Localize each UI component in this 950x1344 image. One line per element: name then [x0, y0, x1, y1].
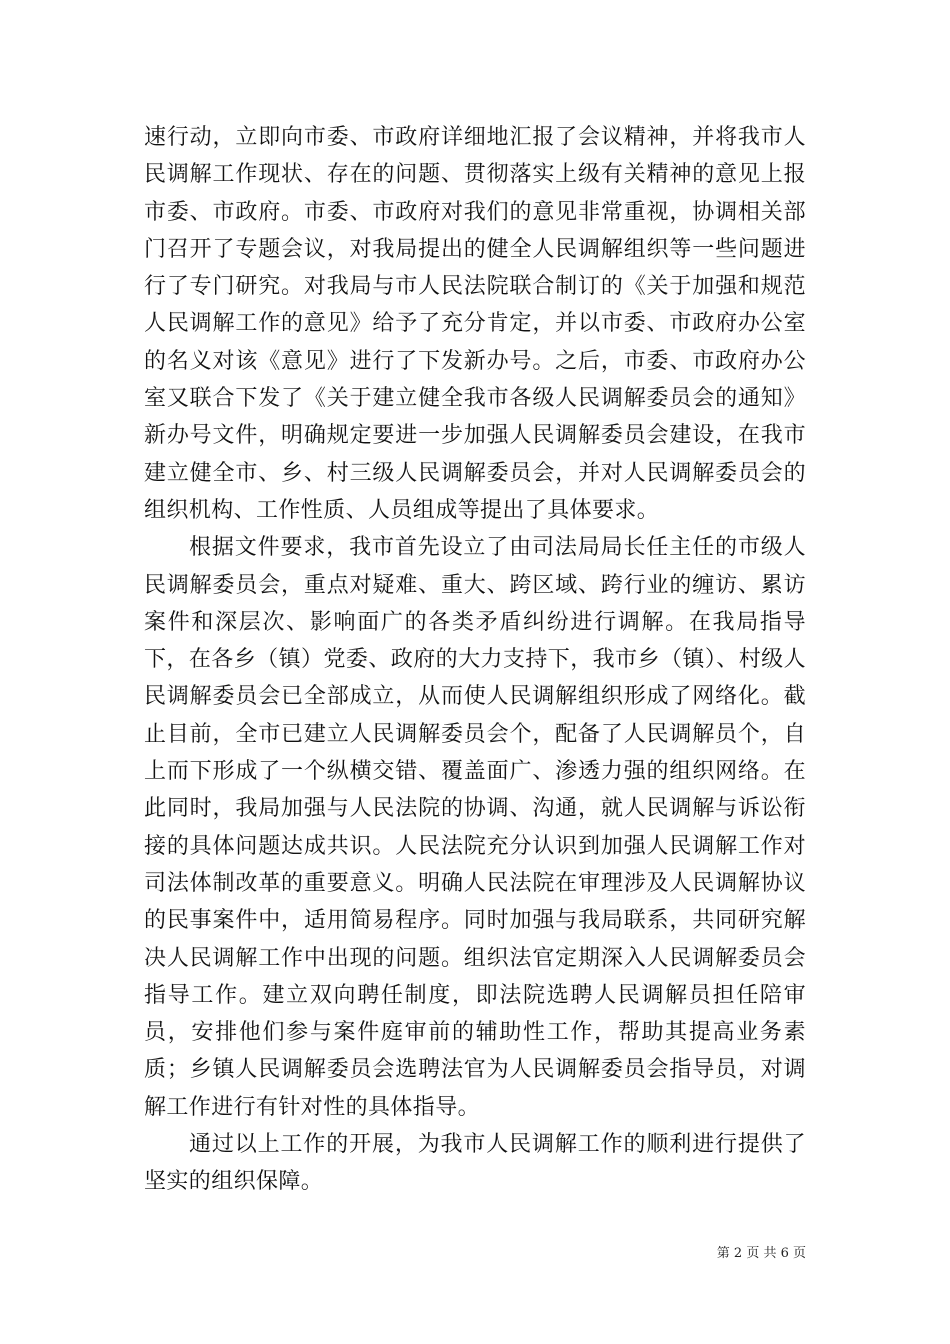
paragraph-3: 通过以上工作的开展，为我市人民调解工作的顺利进行提供了坚实的组织保障。: [144, 1132, 806, 1195]
paragraph-1: 速行动，立即向市委、市政府详细地汇报了会议精神，并将我市人民调解工作现状、存在的问题、贯彻落实上级有关精神的意见上报市委、市政府。市委、市政府对我们的意见非常重视，协调相关部门召开了专题会议，对我局提出的健全人民调解组织等一些问题进行了专门研究。对我局与市人民法院联合制订的《关于加强和规范人民调解工作的意见》给予了充分肯定，并以市委、市政府办公室的名义对该《意见》进行了下发新办号。之后，市委、市政府办公室又联合下发了《关于建立健全我市各级人民调解委员会的通知》新办号文件，明确规定要进一步加强人民调解委员会建设，在我市建立健全市、乡、村三级人民调解委员会，并对人民调解委员会的组织机构、工作性质、人员组成等提出了具体要求。: [144, 125, 806, 523]
document-body: [144, 119, 806, 1201]
paragraph-2: 根据文件要求，我市首先设立了由司法局局长任主任的市级人民调解委员会，重点对疑难、重大、跨区域、跨行业的缠访、累访案件和深层次、影响面广的各类矛盾纠纷进行调解。在我局指导下，在各乡（镇）党委、政府的大力支持下，我市乡（镇）、村级人民调解委员会已全部成立，从而使人民调解组织形成了网络化。截止目前，全市已建立人民调解委员会个，配备了人民调解员个，自上而下形成了一个纵横交错、覆盖面广、渗透力强的组织网络。在此同时，我局加强与人民法院的协调、沟通，就人民调解与诉讼衔接的具体问题达成共识。人民法院充分认识到加强人民调解工作对司法体制改革的重要意义。明确人民法院在审理涉及人民调解协议的民事案件中，适用简易程序。同时加强与我局联系，共同研究解决人民调解工作中出现的问题。组织法官定期深入人民调解委员会指导工作。建立双向聘任制度，即法院选聘人民调解员担任陪审员，安排他们参与案件庭审前的辅助性工作，帮助其提高业务素质；乡镇人民调解委员会选聘法官为人民调解委员会指导员，对调解工作进行有针对性的具体指导。: [144, 535, 806, 1120]
page-number-footer: 第 2 页 共 6 页: [716, 1246, 806, 1261]
